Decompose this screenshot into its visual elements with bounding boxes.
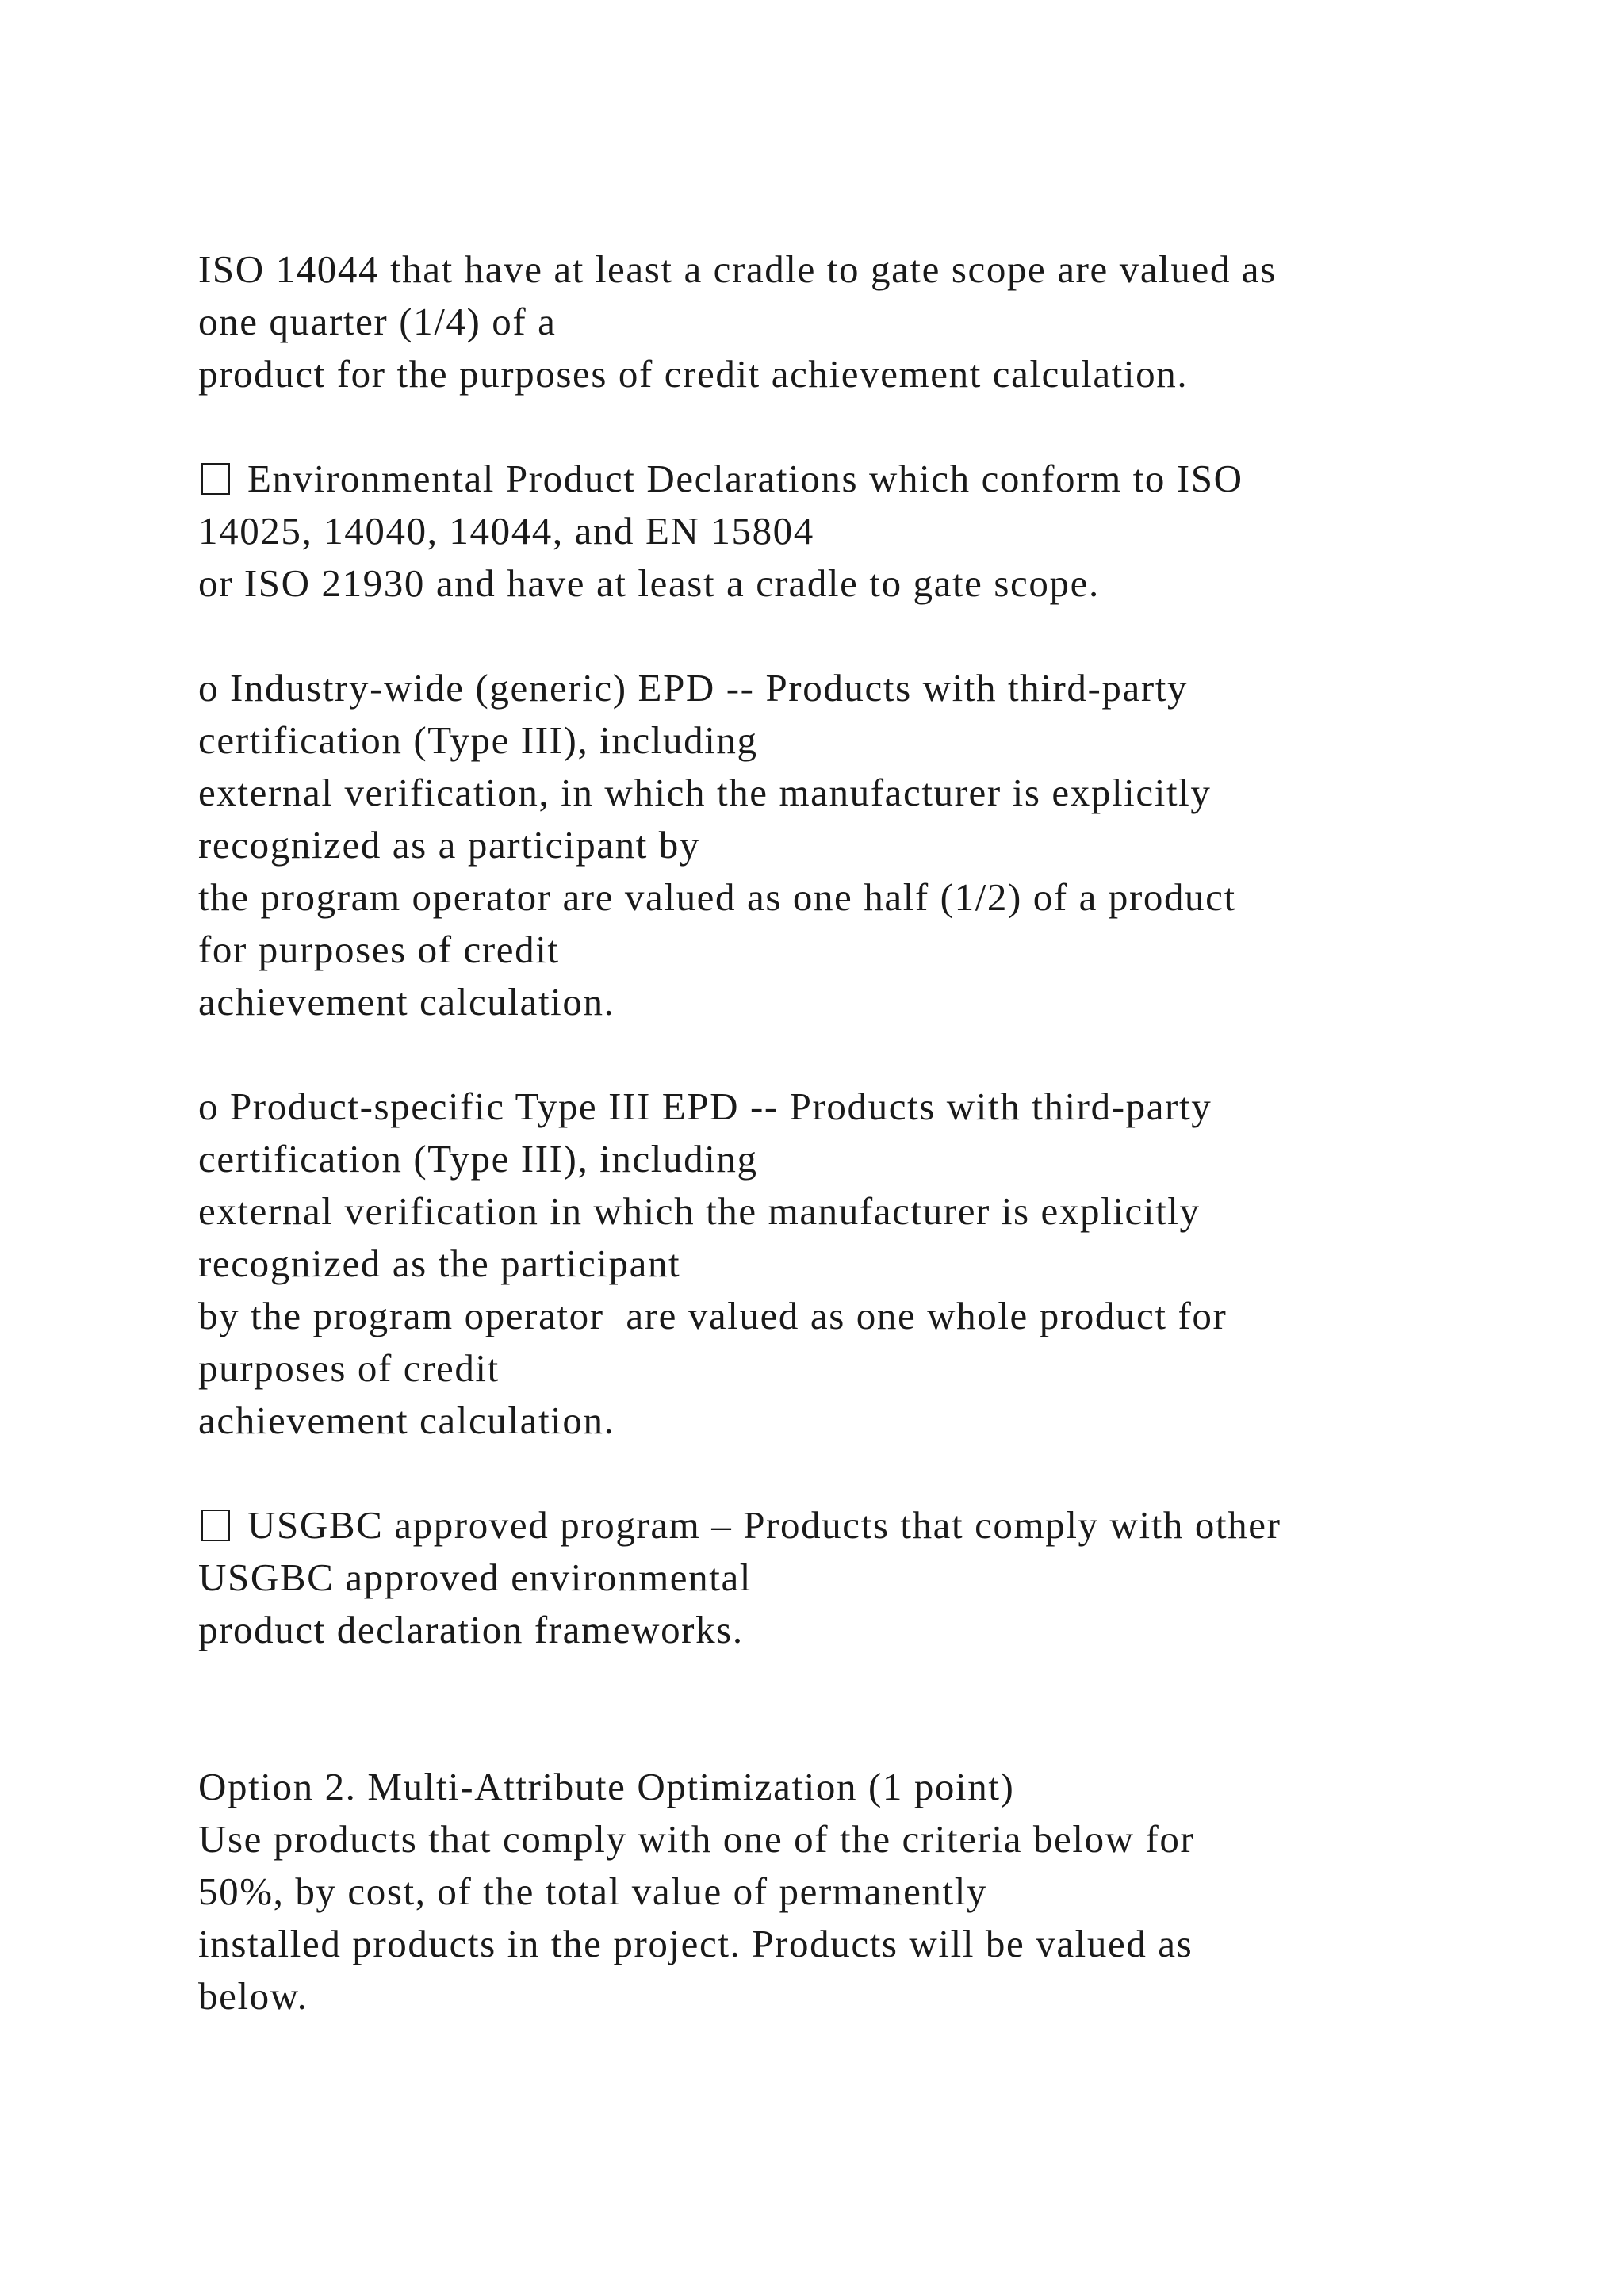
text-line: ISO 14044 that have at least a cradle to gate scope are valued as bbox=[198, 247, 1277, 291]
text-line: certification (Type III), including bbox=[198, 1137, 758, 1181]
paragraph-epd-conformance bbox=[198, 453, 1546, 610]
text-line: external verification in which the manufacturer is explicitly bbox=[198, 1189, 1201, 1233]
text-line: below. bbox=[198, 1974, 308, 2018]
paragraph-spacer bbox=[198, 1028, 1546, 1081]
text-line: for purposes of credit bbox=[198, 928, 560, 971]
text-line: recognized as the participant bbox=[198, 1242, 681, 1285]
section-spacer bbox=[198, 1656, 1546, 1761]
text-line: 14025, 14040, 14044, and EN 15804 bbox=[198, 509, 814, 553]
text-line: installed products in the project. Products will be valued as bbox=[198, 1922, 1193, 1965]
text-line: product declaration frameworks. bbox=[198, 1608, 744, 1651]
text-line bbox=[198, 1499, 1546, 1552]
paragraph-spacer bbox=[198, 400, 1546, 453]
text-line-content: USGBC approved program – Products that comply with other bbox=[247, 1503, 1281, 1547]
text-line: the program operator are valued as one half (1/2) of a product bbox=[198, 875, 1236, 919]
text-line: o Industry-wide (generic) EPD -- Products with third-party bbox=[198, 666, 1189, 710]
document-page bbox=[198, 243, 1546, 2022]
text-line: achievement calculation. bbox=[198, 1399, 615, 1442]
text-line: certification (Type III), including bbox=[198, 718, 758, 762]
paragraph-product-specific-epd bbox=[198, 1081, 1546, 1447]
paragraph-industry-wide-epd bbox=[198, 662, 1546, 1028]
text-line bbox=[198, 453, 1546, 505]
text-line: o Product-specific Type III EPD -- Products with third-party bbox=[198, 1085, 1212, 1128]
text-line: product for the purposes of credit achievement calculation. bbox=[198, 352, 1189, 396]
text-line: by the program operator are valued as one whole product for bbox=[198, 1294, 1228, 1337]
missing-glyph-bullet-icon bbox=[201, 463, 230, 495]
text-line-content: Environmental Product Declarations which conform to ISO bbox=[247, 457, 1243, 500]
text-line: achievement calculation. bbox=[198, 980, 615, 1024]
missing-glyph-bullet-icon bbox=[201, 1510, 230, 1541]
paragraph-iso-14044 bbox=[198, 243, 1546, 400]
text-line: USGBC approved environmental bbox=[198, 1556, 753, 1599]
paragraph-usgbc-program bbox=[198, 1499, 1546, 1656]
text-line: external verification, in which the manufacturer is explicitly bbox=[198, 771, 1212, 814]
text-line: recognized as a participant by bbox=[198, 823, 701, 867]
paragraph-option-2 bbox=[198, 1761, 1546, 2022]
text-line: or ISO 21930 and have at least a cradle to gate scope. bbox=[198, 561, 1100, 605]
text-line: one quarter (1/4) of a bbox=[198, 300, 557, 343]
text-line: Use products that comply with one of the criteria below for bbox=[198, 1817, 1195, 1861]
text-line: purposes of credit bbox=[198, 1346, 500, 1390]
paragraph-spacer bbox=[198, 610, 1546, 662]
section-heading: Option 2. Multi-Attribute Optimization (1 point) bbox=[198, 1765, 1015, 1808]
paragraph-spacer bbox=[198, 1447, 1546, 1499]
text-line: 50%, by cost, of the total value of permanently bbox=[198, 1869, 988, 1913]
